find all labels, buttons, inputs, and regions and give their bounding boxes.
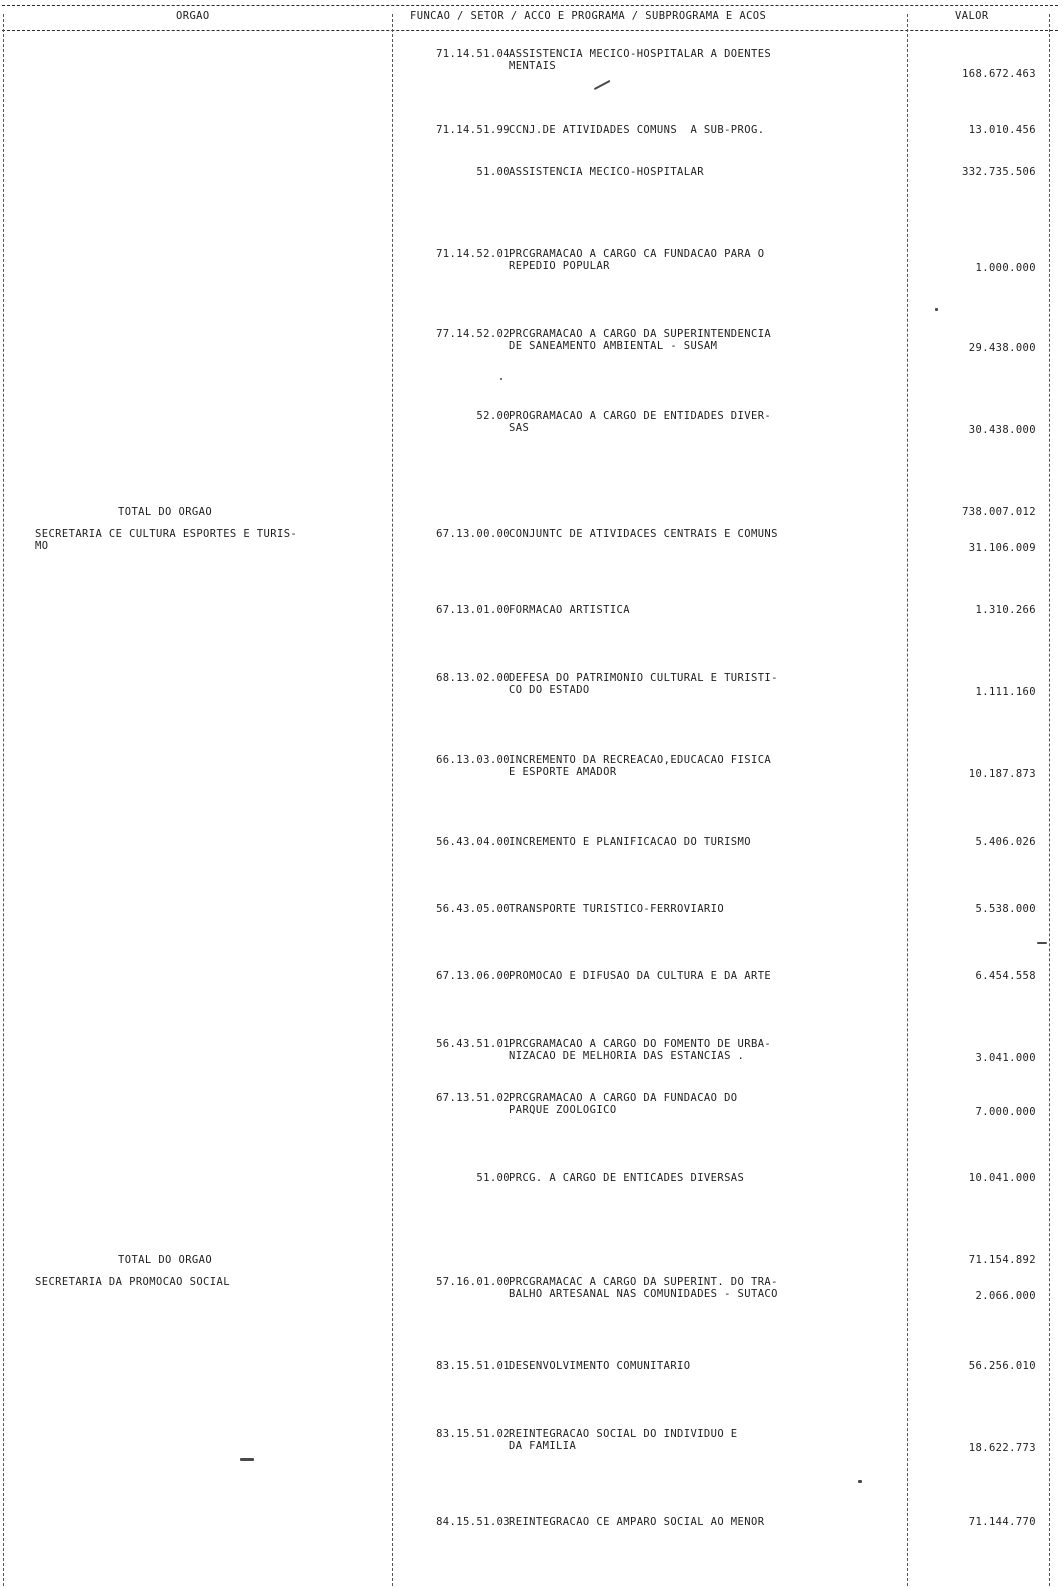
value-amount: 7.000.000: [975, 1106, 1036, 1118]
value-amount: 29.438.000: [968, 342, 1036, 354]
program-description: REINTEGRACAO SOCIAL DO INDIVIDUO E DA FAMILIA: [509, 1428, 738, 1452]
program-description: PRCGRAMACAC A CARGO DA SUPERINT. DO TRA- BALHO ARTESANAL NAS COMUNIDADES - SUTACO: [509, 1276, 778, 1300]
program-code: 71.14.51.04: [436, 48, 510, 60]
orgao-column-rule: [392, 14, 393, 1586]
program-description: DESENVOLVIMENTO COMUNITARIO: [509, 1360, 691, 1372]
value-amount: 6.454.558: [975, 970, 1036, 982]
value-amount: 2.066.000: [975, 1290, 1036, 1302]
orgao-total-label: TOTAL DO ORGAO: [118, 506, 213, 518]
program-description: PRCGRAMACAO A CARGO DO FOMENTO DE URBA- NIZACAO DE MELHORIA DAS ESTANCIAS .: [509, 1038, 772, 1062]
scan-speck: [858, 1480, 862, 1483]
value-amount: 18.622.773: [968, 1442, 1036, 1454]
value-amount: 10.041.000: [968, 1172, 1036, 1184]
scan-speck: [500, 378, 502, 380]
program-description: ASSISTENCIA MECICO-HOSPITALAR A DOENTES MENTAIS: [509, 48, 772, 72]
scan-speck: [240, 1458, 254, 1461]
program-code: 52.00: [476, 410, 510, 422]
program-code: 51.00: [476, 166, 510, 178]
program-code: 56.43.51.01: [436, 1038, 510, 1050]
value-amount: 31.106.009: [968, 542, 1036, 554]
header-orgao: ORGAO: [176, 10, 210, 22]
value-amount: 5.406.026: [975, 836, 1036, 848]
value-amount: 1.000.000: [975, 262, 1036, 274]
program-code: 56.43.04.00: [436, 836, 510, 848]
program-description: DEFESA DO PATRIMONIO CULTURAL E TURISTI- CO DO ESTADO: [509, 672, 778, 696]
program-description: PRCG. A CARGO DE ENTICADES DIVERSAS: [509, 1172, 745, 1184]
value-amount: 1.310.266: [975, 604, 1036, 616]
program-code: 56.43.05.00: [436, 903, 510, 915]
program-code: 71.14.51.99: [436, 124, 510, 136]
value-amount: 5.538.000: [975, 903, 1036, 915]
program-code: 67.13.51.02: [436, 1092, 510, 1104]
program-description: INCREMENTO E PLANIFICACAO DO TURISMO: [509, 836, 751, 848]
orgao-total-label: TOTAL DO ORGAO: [118, 1254, 213, 1266]
program-code: 83.15.51.01: [436, 1360, 510, 1372]
program-code: 67.13.06.00: [436, 970, 510, 982]
top-border-line: [2, 5, 1058, 6]
orgao-name: SECRETARIA CE CULTURA ESPORTES E TURIS- MO: [35, 528, 298, 552]
value-amount: 56.256.010: [968, 1360, 1036, 1372]
valor-column-rule: [907, 14, 908, 1586]
value-amount: 30.438.000: [968, 424, 1036, 436]
program-code: 83.15.51.02: [436, 1428, 510, 1440]
header-valor: VALOR: [955, 10, 989, 22]
value-amount: 10.187.873: [968, 768, 1036, 780]
program-description: PROGRAMACAO A CARGO DE ENTIDADES DIVER- SAS: [509, 410, 772, 434]
left-column-rule: [3, 14, 4, 1586]
program-description: FORMACAO ARTISTICA: [509, 604, 630, 616]
scan-speck: [935, 308, 938, 311]
value-amount: 71.154.892: [968, 1254, 1036, 1266]
value-amount: 1.111.160: [975, 686, 1036, 698]
value-amount: 13.010.456: [968, 124, 1036, 136]
program-description: PRCGRAMACAO A CARGO DA FUNDACAO DO PARQUE ZOOLOGICO: [509, 1092, 738, 1116]
program-description: REINTEGRACAO CE AMPARO SOCIAL AO MENOR: [509, 1516, 765, 1528]
program-description: PROMOCAO E DIFUSAO DA CULTURA E DA ARTE: [509, 970, 772, 982]
program-description: CONJUNTC DE ATIVIDACES CENTRAIS E COMUNS: [509, 528, 778, 540]
scan-speck: [1037, 942, 1047, 944]
orgao-name: SECRETARIA DA PROMOCAO SOCIAL: [35, 1276, 230, 1288]
header-funcao: FUNCAO / SETOR / ACCO E PROGRAMA / SUBPROGRAMA E ACOS: [410, 10, 767, 22]
program-code: 68.13.02.00: [436, 672, 510, 684]
value-amount: 738.007.012: [962, 506, 1036, 518]
program-code: 67.13.00.00: [436, 528, 510, 540]
program-description: TRANSPORTE TURISTICO-FERROVIARIO: [509, 903, 725, 915]
program-code: 84.15.51.03: [436, 1516, 510, 1528]
program-code: 51.00: [476, 1172, 510, 1184]
program-description: CCNJ.DE ATIVIDADES COMUNS A SUB-PROG.: [509, 124, 765, 136]
program-description: INCREMENTO DA RECREACAO,EDUCACAO FISICA E ESPORTE AMADOR: [509, 754, 772, 778]
program-description: PRCGRAMACAO A CARGO CA FUNDACAO PARA O REPEDIO POPULAR: [509, 248, 765, 272]
value-amount: 168.672.463: [962, 68, 1036, 80]
value-amount: 3.041.000: [975, 1052, 1036, 1064]
program-code: 71.14.52.01: [436, 248, 510, 260]
program-code: 77.14.52.02: [436, 328, 510, 340]
program-code: 67.13.01.00: [436, 604, 510, 616]
program-code: 57.16.01.00: [436, 1276, 510, 1288]
program-description: PRCGRAMACAO A CARGO DA SUPERINTENDENCIA DE SANEAMENTO AMBIENTAL - SUSAM: [509, 328, 772, 352]
program-code: 66.13.03.00: [436, 754, 510, 766]
value-amount: 332.735.506: [962, 166, 1036, 178]
program-description: ASSISTENCIA MECICO-HOSPITALAR: [509, 166, 704, 178]
scan-speck: [594, 80, 611, 90]
header-separator-line: [2, 30, 1058, 31]
right-column-rule: [1049, 14, 1050, 1586]
value-amount: 71.144.770: [968, 1516, 1036, 1528]
